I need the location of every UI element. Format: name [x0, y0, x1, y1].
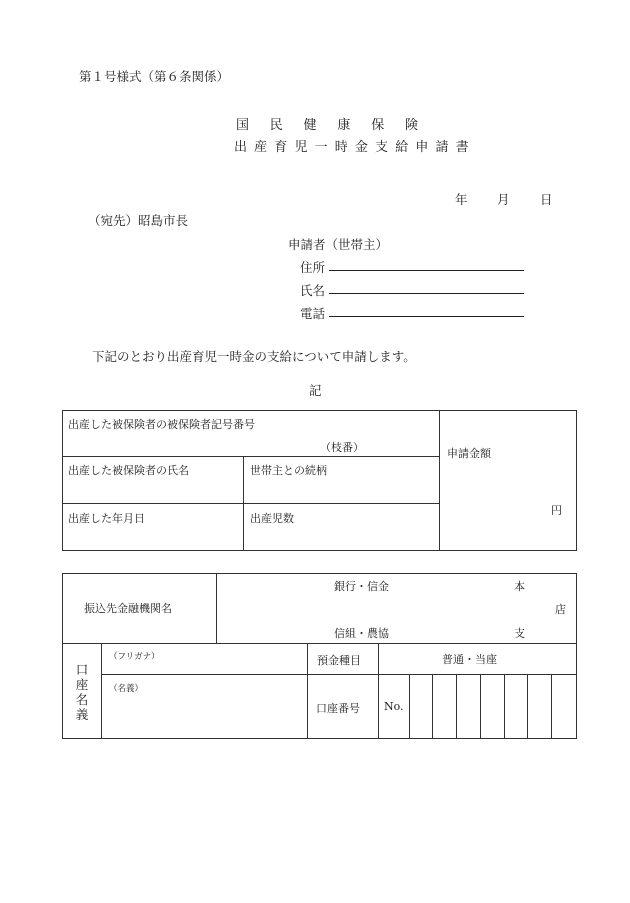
form-number-label: 第１号様式（第６条関係） [79, 69, 230, 84]
account-name-field[interactable] [104, 694, 304, 734]
address-field[interactable] [329, 270, 524, 271]
account-number-label: 口座番号 [316, 702, 360, 715]
branch-sub-label[interactable]: 支 [514, 627, 525, 640]
institution-label: 振込先金融機関名 [84, 602, 172, 615]
furigana-field[interactable] [104, 660, 304, 673]
account-digit-7[interactable] [552, 676, 574, 736]
date-month-label: 月 [497, 192, 510, 207]
insured-number-field[interactable] [100, 430, 430, 454]
name-field[interactable] [329, 293, 524, 294]
birth-date-field[interactable] [66, 525, 241, 548]
insured-number-label: 出産した被保険者の被保険者記号番号 [68, 418, 255, 431]
insured-name-field[interactable] [66, 478, 241, 502]
furigana-label: （フリガナ） [109, 652, 160, 662]
insured-name-label: 出産した被保険者の氏名 [68, 464, 189, 477]
note-mark: 記 [309, 383, 322, 398]
birth-count-label: 出産児数 [250, 512, 294, 525]
account-digit-1[interactable] [410, 676, 431, 736]
account-digit-4[interactable] [481, 676, 503, 736]
account-holder-char-4: 義 [75, 707, 89, 722]
form-title-line2: 出産育児一時金支給申請書 [234, 140, 476, 155]
account-digit-5[interactable] [505, 676, 526, 736]
relationship-field[interactable] [247, 478, 437, 502]
account-digit-6[interactable] [528, 676, 550, 736]
birth-date-label: 出産した年月日 [68, 512, 145, 525]
account-digit-2[interactable] [433, 676, 455, 736]
account-holder-char-3: 名 [75, 692, 89, 707]
name-label: 氏名 [300, 283, 326, 298]
branch-main-label[interactable]: 本 [514, 580, 525, 593]
addressee: （宛先）昭島市長 [88, 213, 189, 228]
bank-types-bottom[interactable]: 信組・農協 [334, 627, 389, 640]
branch-name-field[interactable] [410, 596, 510, 618]
phone-field[interactable] [329, 316, 524, 317]
amount-label: 申請金額 [447, 447, 491, 460]
applicant-heading: 申請者（世帯主） [288, 237, 389, 252]
phone-label: 電話 [300, 306, 326, 321]
account-number-prefix: No. [384, 700, 404, 713]
branch-shop-label[interactable]: 店 [555, 603, 566, 616]
birth-count-field[interactable] [247, 525, 437, 548]
branch-number-label: （枝番） [320, 441, 364, 454]
relationship-label: 世帯主との続柄 [250, 464, 327, 477]
account-holder-char-1: 口 [75, 662, 89, 677]
bank-name-field[interactable] [220, 596, 320, 618]
date-day-label: 日 [540, 192, 553, 207]
form-title-line1: 国民健康保険 [236, 118, 439, 133]
statement: 下記のとおり出産育児一時金の支給について申請します。 [92, 349, 416, 364]
account-digit-3[interactable] [457, 676, 479, 736]
address-label: 住所 [300, 260, 326, 275]
amount-unit: 円 [551, 504, 562, 517]
bank-types-top[interactable]: 銀行・信金 [334, 580, 389, 593]
account-holder-char-2: 座 [75, 677, 89, 692]
account-name-label: （名義） [109, 684, 144, 694]
amount-field[interactable] [443, 470, 548, 520]
deposit-type-value[interactable]: 普通・当座 [442, 653, 497, 666]
deposit-type-label: 預金種目 [317, 654, 361, 667]
date-year-label: 年 [455, 192, 468, 207]
